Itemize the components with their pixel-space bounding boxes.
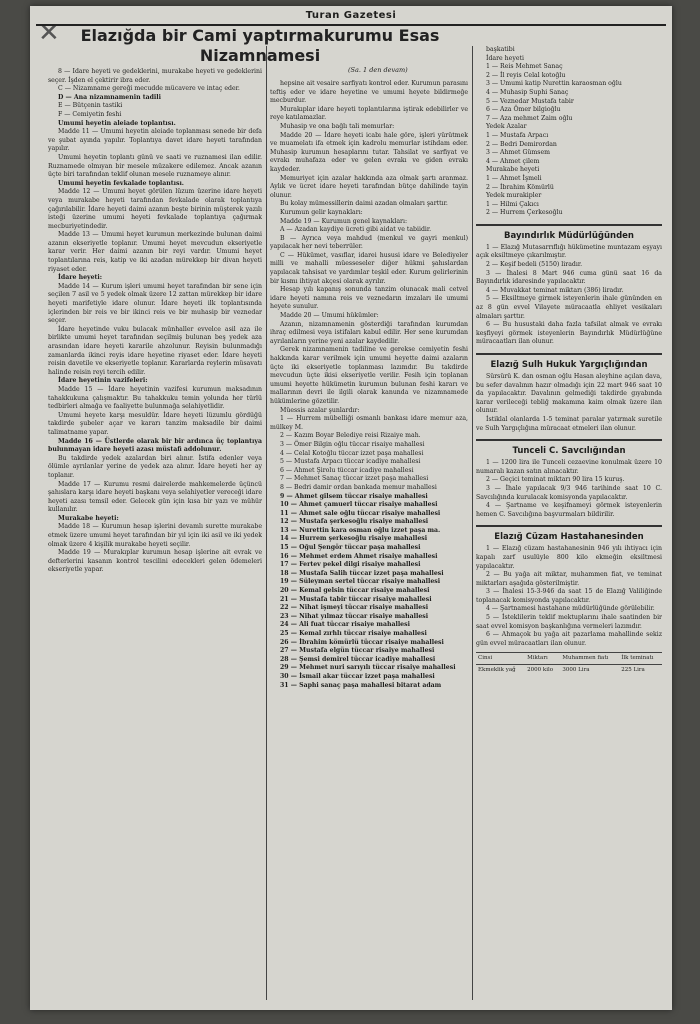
notice-line: 6 — Bu husustaki daha fazla tafsilat almak ve evrakı keşfiyeyi görmek isteyenlerin Bayındırlık Müdürlüğüne müracaatları ilan olunur. xyxy=(476,321,662,346)
committee-list-item: Yedek Azalar xyxy=(486,123,527,131)
article-paragraph: Madde 17 — Kurumu resmi dairelerde mahkemelerde üçüncü şahıslara karşı idare heyeti başkanı veya selahiyetler vereceği idare heyeti azası temsil eder. Gelecek gün için kısa bir yazı ve mühür kullanılır. xyxy=(48,480,262,514)
table-header-cell: Cinsi xyxy=(476,653,525,665)
founder-list-item: 22 — Nihat işmeyi tüccar risaiye mahallesi xyxy=(280,604,429,612)
founder-list-item: 6 — Ahmet Şirolu tüccar icadiye mahallesi xyxy=(280,466,414,474)
table-cell: 3000 Lira xyxy=(560,665,619,676)
founder-list-item: 1 — Hurrem mübelliği osmanlı bankası idare memur aza, mülkey M. xyxy=(270,415,468,431)
founder-list-item: 11 — Ahmet sale oğlu tüccar risaiye mahallesi xyxy=(280,509,441,517)
table-cell: 225 Lira xyxy=(619,665,662,676)
column-divider xyxy=(472,46,473,1000)
article-paragraph: Hesap yılı kapanış sonunda tanzim olunacak mali cetvel idare heyeti namına reis ve veznedarın imzaları ile umumi heyete sunulur. xyxy=(270,286,468,311)
article-paragraph: hepsine ait vesaire sarfiyatı kontrol eder. Kurumun parasını teftiş eder ve idare heyetine ve umumi heyete bildirmeğe mecburdur. xyxy=(270,80,468,105)
article-paragraph: Umumi heyete karşı mesuldür. İdare heyeti lüzumlu gördüğü takdirde şubeler açar ve kararı tanzim maksadile bir daimi talimatname yapar. xyxy=(48,411,262,436)
founder-list-item: 7 — Mehmet Sanaç tüccar izzet paşa mahallesi xyxy=(280,475,429,483)
newspaper-page xyxy=(30,6,672,1010)
founder-list-item: 29 — Mehmet nuri sarıyılı tüccar risaiye mahallesi xyxy=(280,664,456,672)
article-paragraph: Umumi heyetin fevkalade toplantısı. xyxy=(58,179,184,187)
committee-list-item: 3 — Umumi katip Nurettin karaosman oğlu xyxy=(486,80,622,88)
column-1 xyxy=(48,68,262,998)
section-heading: Elazığ Cüzam Hastahanesinden xyxy=(476,525,662,543)
founder-list-item: 27 — Mustafa elgün tüccar risaiye mahallesi xyxy=(280,647,435,655)
article-paragraph: D — Ana nizamnamenin tadili xyxy=(58,93,161,101)
committee-list-item: başkatibi xyxy=(486,46,515,53)
founder-list-item: 23 — Nihat yılmaz tüccar risaiye mahallesi xyxy=(280,612,429,620)
pen-mark-icon: ✕ xyxy=(38,18,60,48)
article-paragraph: Madde 19 — Kurumun genel kaynakları: xyxy=(280,217,408,225)
committee-list-item: 2 — İl reyis Celal kotoğlu xyxy=(486,71,566,79)
committee-list-item: 1 — Hilmi Çakıcı xyxy=(486,200,539,208)
founder-list-item: 24 — Ali fuat tüccar risaiye mahallesi xyxy=(280,621,410,629)
article-paragraph: İdare heyeti: xyxy=(58,274,103,282)
article-paragraph: F — Cemiyetin feshi xyxy=(58,110,122,118)
table-cell: 2000 kilo xyxy=(525,665,560,676)
notice-line: 3 — İhalesi 15-3-946 da saat 15 de Elazığ Valiliğinde toplanacak komisyonda yapılacaktır. xyxy=(476,588,662,604)
founder-list-item: 8 — Bedri damir ordan bankada memur mahallesi xyxy=(280,483,437,491)
committee-list-item: 1 — Ahmet İşmeli xyxy=(486,174,542,182)
table-cell: Ekmeklik yağ xyxy=(476,665,525,676)
notice-line: 3 — İhalesi 8 Mart 946 cuma günü saat 16 da Bayındırlık idaresinde yapılacaktır. xyxy=(476,269,662,286)
founder-list-item: 13 — Nurettin kara osman oğlu izzet paşa ma. xyxy=(280,526,441,534)
notice-line: 4 — Muvakkat teminat miktarı (386) liradır. xyxy=(486,286,624,294)
notice-line: 5 — Eksiltmeye girmek isteyenlerin ihale gününden en az 8 gün evvel Vilayete müracaatla ehliyet vesikaları almaları şarttır. xyxy=(476,295,662,320)
article-paragraph: Murakıplar idare heyeti toplantılarına iştirak edebilirler ve reye katılamazlar. xyxy=(270,105,468,122)
founder-list-item: 5 — Mustafa Arpacı tüccar icadiye mahallesi xyxy=(280,458,421,466)
article-paragraph: C — Nizamname gereği mecudde mücavere ve intaç eder. xyxy=(58,85,240,93)
article-paragraph: Madde 11 — Umumi heyetin aleiade toplanması senede bir defa ve şubat ayında yapılır. Toplantıya davet idare heyeti tarafından yapılır. xyxy=(48,128,262,153)
article-paragraph: Kurumun gelir kaynakları: xyxy=(280,208,363,216)
article-paragraph: Bu takdirde yedek azalardan biri alınır. İstifa edenler veya ölümle ayrılanlar yerine de yedek aza alınır. İdare heyeti her ay toplanır. xyxy=(48,454,262,479)
committee-list-item: Murakabe heyeti xyxy=(486,166,540,174)
article-paragraph: Madde 18 — Kurumun hesap işlerini devamlı surette murakabe etmek üzere umumi heyet tarafından bir yıl için iki asil ve iki yedek olmak üzere 4 kişilik murakabe heyeti seçilir. xyxy=(48,523,262,548)
masthead: Turan Gazetesi xyxy=(305,10,397,21)
founder-list-item: 12 — Mustafa şerkesoğlu risaiye mahallesi xyxy=(280,518,429,526)
article-paragraph: Murakabe heyeti: xyxy=(58,514,119,522)
notice-line: Sürsürü K. dan osman oğlu Hasan aleyhine açılan dava, bu sefer davalının hazır olmadığı için 22 mart 946 saat 10 da yapılacaktır. Davalının gelmediği takdirde gıyabında karar verileceği tebliğ makamına kaim olmak üzere ilan olunur. xyxy=(476,373,662,415)
article-paragraph: Madde 15 — İdare heyetinin vazifesi kurumun maksadının tahakkukuna çalışmaktır. Bu tahakkuku temin yolunda her türlü tedbirleri almağa ve faaliyette bulunmağa selahiyetlidir. xyxy=(48,385,262,411)
notice-line: 4 — Şartnamesi hastahane müdürlüğünde görülebilir. xyxy=(486,605,655,613)
article-paragraph: Madde 16 — Üstlerde olarak bir bir ardınca üç toplantıya bulunmayan idare heyeti azası müstafi addolunur. xyxy=(48,437,262,454)
founder-list-item: 30 — İsmail akar tüccar izzet paşa mahallesi xyxy=(280,672,435,680)
founder-list-item: 20 — Kemal gelsin tüccar risaiye mahallesi xyxy=(280,587,430,595)
article-paragraph: İdare heyetinde vuku bulacak münhaller evvelce asil aza ile birlikte umumi heyet tarafından seçilmiş bulunan beş yedek aza arasından idare heyeti kararile ahzolunur. Reyisin bulunmadığı zamanlarda ikinci reyis idare heyetine riyaset eder. İdare heyeti reisin davetile ve ekseriyetle toplanır. Kararlarda reylerin müsavatı halinde reisin reyi tercih edilir. xyxy=(48,325,262,376)
committee-list-item: 7 — Aza mehmet Zaim oğlu xyxy=(486,114,573,122)
notice-line: İstiklal olanlarda 1-5 teminat paralar yatırmak suretile ve Sulh Yargıçlığına müracaat etmeleri ilan olunur. xyxy=(476,415,662,432)
column-2 xyxy=(270,80,468,998)
notice-line: 2 — Geçici teminat miktarı 90 lira 15 kuruş. xyxy=(486,476,625,484)
founder-list-item: 10 — Ahmet çamuerl tüccar risaiye mahallesi xyxy=(280,501,438,509)
committee-list-item: 1 — Mustafa Arpacı xyxy=(486,131,549,139)
notice-line: 6 — Ahmaçok bu yağa ait pazarlama mahallinde sekiz gün evvel müracaatları ilan olunur. xyxy=(476,631,662,647)
article-paragraph: İdare heyetinin vazifeleri: xyxy=(58,377,148,385)
founder-list-item: 28 — Şemsi demirel tüccar icadiye mahallesi xyxy=(280,655,436,663)
founder-list-item: 31 — Saphi sanaç paşa mahallesi bitarat adam xyxy=(280,681,442,689)
section-heading: Elazığ Sulh Hukuk Yargıçlığından xyxy=(476,353,662,371)
article-paragraph: Madde 14 — Kurum işleri umumi heyet tarafından bir sene için seçilen 7 asil ve 5 yedek olmak üzere 12 zattan mürekkep bir idare heyeti marifetiyle idare olunur. İdare heyeti ilk toplantısında içlerinden bir reis ve bir ikinci reis ve bir muhasip bir veznedar seçer. xyxy=(48,282,262,325)
notice-line: 1 — Elazığ cüzam hastahanesinin 946 yılı ihtiyacı için kapalı zarf usulüyle 800 kilo ekmeğin eksiltmesi yapılacaktır. xyxy=(476,545,662,570)
committee-list-item: 5 — Veznedar Mustafa tabir xyxy=(486,97,574,105)
committee-list-item: 6 — Aza Ömer bilgioğlu xyxy=(486,106,561,114)
article-paragraph: C — Hükümet, vasıflar, idarei hususi idare ve Belediyeler milli ve mahalli müesseseler diğer hükmi şahıslardan yapılacak tahsisat ve yardımlar teşkil eder. Kurum gelirlerinin bir kısmı ihtiyat akçesi olarak ayrılır. xyxy=(270,251,468,285)
notice-line: 1 — Elazığ Mutasarrıflığı hükümetine muntazam eşyayı açık eksiltmeye çıkarılmıştır. xyxy=(476,243,662,260)
article-paragraph: Madde 20 — Umumi hükümler: xyxy=(280,312,379,320)
section-heading: Bayındırlık Müdürlüğünden xyxy=(476,224,662,242)
founder-list-item: 15 — Oğul Şengör tüccar paşa mahallesi xyxy=(280,544,421,552)
notice-line: 3 — İhale yapılacak 9/3 946 tarihinde saat 10 C. Savcılığında kurulacak komisyonda yapılacaktır. xyxy=(476,484,662,501)
article-paragraph: Umumi heyetin aleiade toplantısı. xyxy=(58,119,176,127)
committee-list-item: 4 — Muhasip Suphi Sanaç xyxy=(486,88,569,96)
article-paragraph: Madde 13 — Umumi heyet kurumun merkezinde bulunan daimi azanın ekseriyetle toplanır. Umumi heyet mevcudun ekseriyetle karar verir. Her daimi azanın bir reyi vardır. Umumi heyet toplantılarına reis, katip ve iki azadan mürekkep bir divan heyeti riyaset eder. xyxy=(48,231,262,273)
table-header-cell: İlk teminatı xyxy=(619,653,662,665)
article-paragraph: Madde 20 — İdare heyeti icabı hale göre, işleri yürütmek ve muamelatı ifa etmek için kadrolu memurlar istihdam eder. Muhasip kurumun hesaplarını tutar. Tahsilat ve sarfiyat ve evrakı muhafaza eder ve gelen evrakı ve giden evrakı kaydeder. xyxy=(270,131,468,173)
committee-list-item: 2 — Hurrem Çerkesoğlu xyxy=(486,209,563,217)
founder-list-item: 3 — Ömer Bilgin oğlu tüccar risaiye mahallesi xyxy=(280,440,425,448)
founder-list-item: 16 — Mehmet erdem Ahmet risaiye mahallesi xyxy=(280,552,438,560)
column-3 xyxy=(476,46,662,998)
founder-list-item: 4 — Celal Kotoğlu tüccar izzet paşa mahallesi xyxy=(280,449,424,457)
article-paragraph: Müessis azalar şunlardır: xyxy=(280,406,360,414)
founder-list-item: 26 — İbrahim kömürlü tüccar risaiye mahallesi xyxy=(280,638,444,646)
notice-line: 2 — Bu yağa ait miktar, muhammen fiat, ve teminat miktarları aşağıda gösterilmiştir. xyxy=(476,571,662,587)
notice-line: 2 — Keşif bedeli (5150) liradır. xyxy=(486,261,583,269)
article-paragraph: A — Azadan kaydiye ücreti gibi aidat ve tabiidir. xyxy=(280,226,432,234)
column-divider xyxy=(266,46,267,1000)
founder-list-item: 19 — Süleyman sertel tüccar risaiye mahallesi xyxy=(280,578,441,586)
committee-list-item: 4 — Ahmet çilem xyxy=(486,157,540,165)
committee-list-item: 2 — Bedri Demirordan xyxy=(486,140,557,148)
article-paragraph: Bu kolay mümessillerin daimi azadan olmaları şarttır. xyxy=(280,200,448,208)
founder-list-item: 21 — Mustafa tabir tüccar risaiye mahallesi xyxy=(280,595,432,603)
founder-list-item: 14 — Hurrem şerkesoğlu risaiye mahallesi xyxy=(280,535,428,543)
committee-list-item: 2 — İbrahim Kömürlü xyxy=(486,183,554,191)
article-paragraph: Madde 19 — Murakıplar kurumun hesap işlerine ait evrak ve defterlerini kasanın kontrol tescilini edecekleri gelen ödemeleri ekseriyetle yapar. xyxy=(48,549,262,574)
article-paragraph: Madde 12 — Umumi heyet görülen lüzum üzerine idare heyeti veya murakabe heyeti tarafından fevkalade olarak toplantıya çağırılabilir. İdare heyeti daimi azanın beşte birinin müşterek yazılı isteği üzerine umumi heyeti fevkalade toplantıya çağırmak mecburiyetindedir. xyxy=(48,188,262,230)
article-paragraph: B — Ayrıca veya mahdud (menkul ve gayri menkul) yapılacak her nevi teberrüler. xyxy=(270,234,468,251)
committee-list-item: İdare heyeti xyxy=(486,54,524,62)
article-paragraph: Gerek nizamnamenin tadiline ve gerekse cemiyetin feshi hakkında karar verilmek için umumi heyette daimi azaların üçte iki ekseriyetle toplanması lazımdır. Bu takdirde mevcudun üçte ikisi ekseriyetle verilir. Fesih için toplanan umumi heyette hükümetin kurumun bulunan feshi kararı ve mallarının devri ile ilgili olarak kanunda ve nizamnamede hükümlerine gözetilir. xyxy=(270,346,468,405)
notice-line: 5 — İsteklilerin teklif mektuplarını ihale saatinden bir saat evvel komisyon başkanlığına vermeleri lazımdır. xyxy=(476,614,662,630)
article-paragraph: Azanın, nizamnamenin gösterdiği tarafından kurumdan ihraç edilmesi veya istifaları kabul edilir. Her sene kurumdan ayrılanların yerine yeni azalar kaydedilir. xyxy=(270,320,468,345)
committee-list-item: Yedek murakipler xyxy=(486,192,542,200)
article-paragraph: 8 — İdare heyeti ve gedeklerini, murakabe heyeti ve gedeklerini seçer. İşden el çektirir ibra eder. xyxy=(48,68,262,84)
committee-list-item: 3 — Ahmet Gümsem xyxy=(486,149,550,157)
price-table xyxy=(476,652,662,675)
article-paragraph: Umumi heyetin toplantı günü ve saati ve ruznamesi ilan edilir. Ruznamede olmıyan bir mesele müzakere edilemez. Ancak azanın üçte biri tarafından teklif olunan mesele ruznameye alınır. xyxy=(48,153,262,179)
section-heading: Tunceli C. Savcılığından xyxy=(476,439,662,457)
article-paragraph: E — Bütçenin tastiki xyxy=(58,102,123,110)
founder-list-item: 25 — Kemal zırhlı tüccar risaiye mahallesi xyxy=(280,630,427,637)
founder-list-item: 9 — Ahmet gilsem tüccar risaiye mahallesi xyxy=(280,492,428,500)
article-paragraph: Memuriyet için azalar hakkında aza olmak şartı aranmaz. Aylık ve ücret idare heyeti tarafından bütçe dahilinde tayin olunur. xyxy=(270,174,468,199)
table-header-cell: Muhammen fiatı xyxy=(560,653,619,665)
notice-line: 1 — 1200 lira ile Tunceli cezaevine konulmak üzere 10 numaralı kazan satın alınacaktır. xyxy=(476,459,662,475)
article-paragraph: Muhasip ve ona bağlı tali memurlar: xyxy=(280,122,395,130)
notice-line: 4 — Şartname ve keşifnameyi görmek isteyenlerin hemen C. Savcılığına başvurmaları bildirilir. xyxy=(476,502,662,518)
article-title: Elazığda bir Cami yaptırmakurumu Esas Nizamnamesi xyxy=(80,26,440,65)
founder-list-item: 2 — Kazım Boyar Belediye reisi Rizaiye mah. xyxy=(280,432,421,440)
founder-list-item: 17 — Fertev pekel dilgi risaiye mahallesi xyxy=(280,561,421,569)
continued-note: (Sa. 1 den devam) xyxy=(348,66,408,74)
committee-list-item: 1 — Reis Mehmet Sanaç xyxy=(486,63,563,71)
founder-list-item: 18 — Mustafa Salih tüccar izzet paşa mahallesi xyxy=(280,569,444,577)
table-header-cell: Miktarı xyxy=(525,653,560,665)
